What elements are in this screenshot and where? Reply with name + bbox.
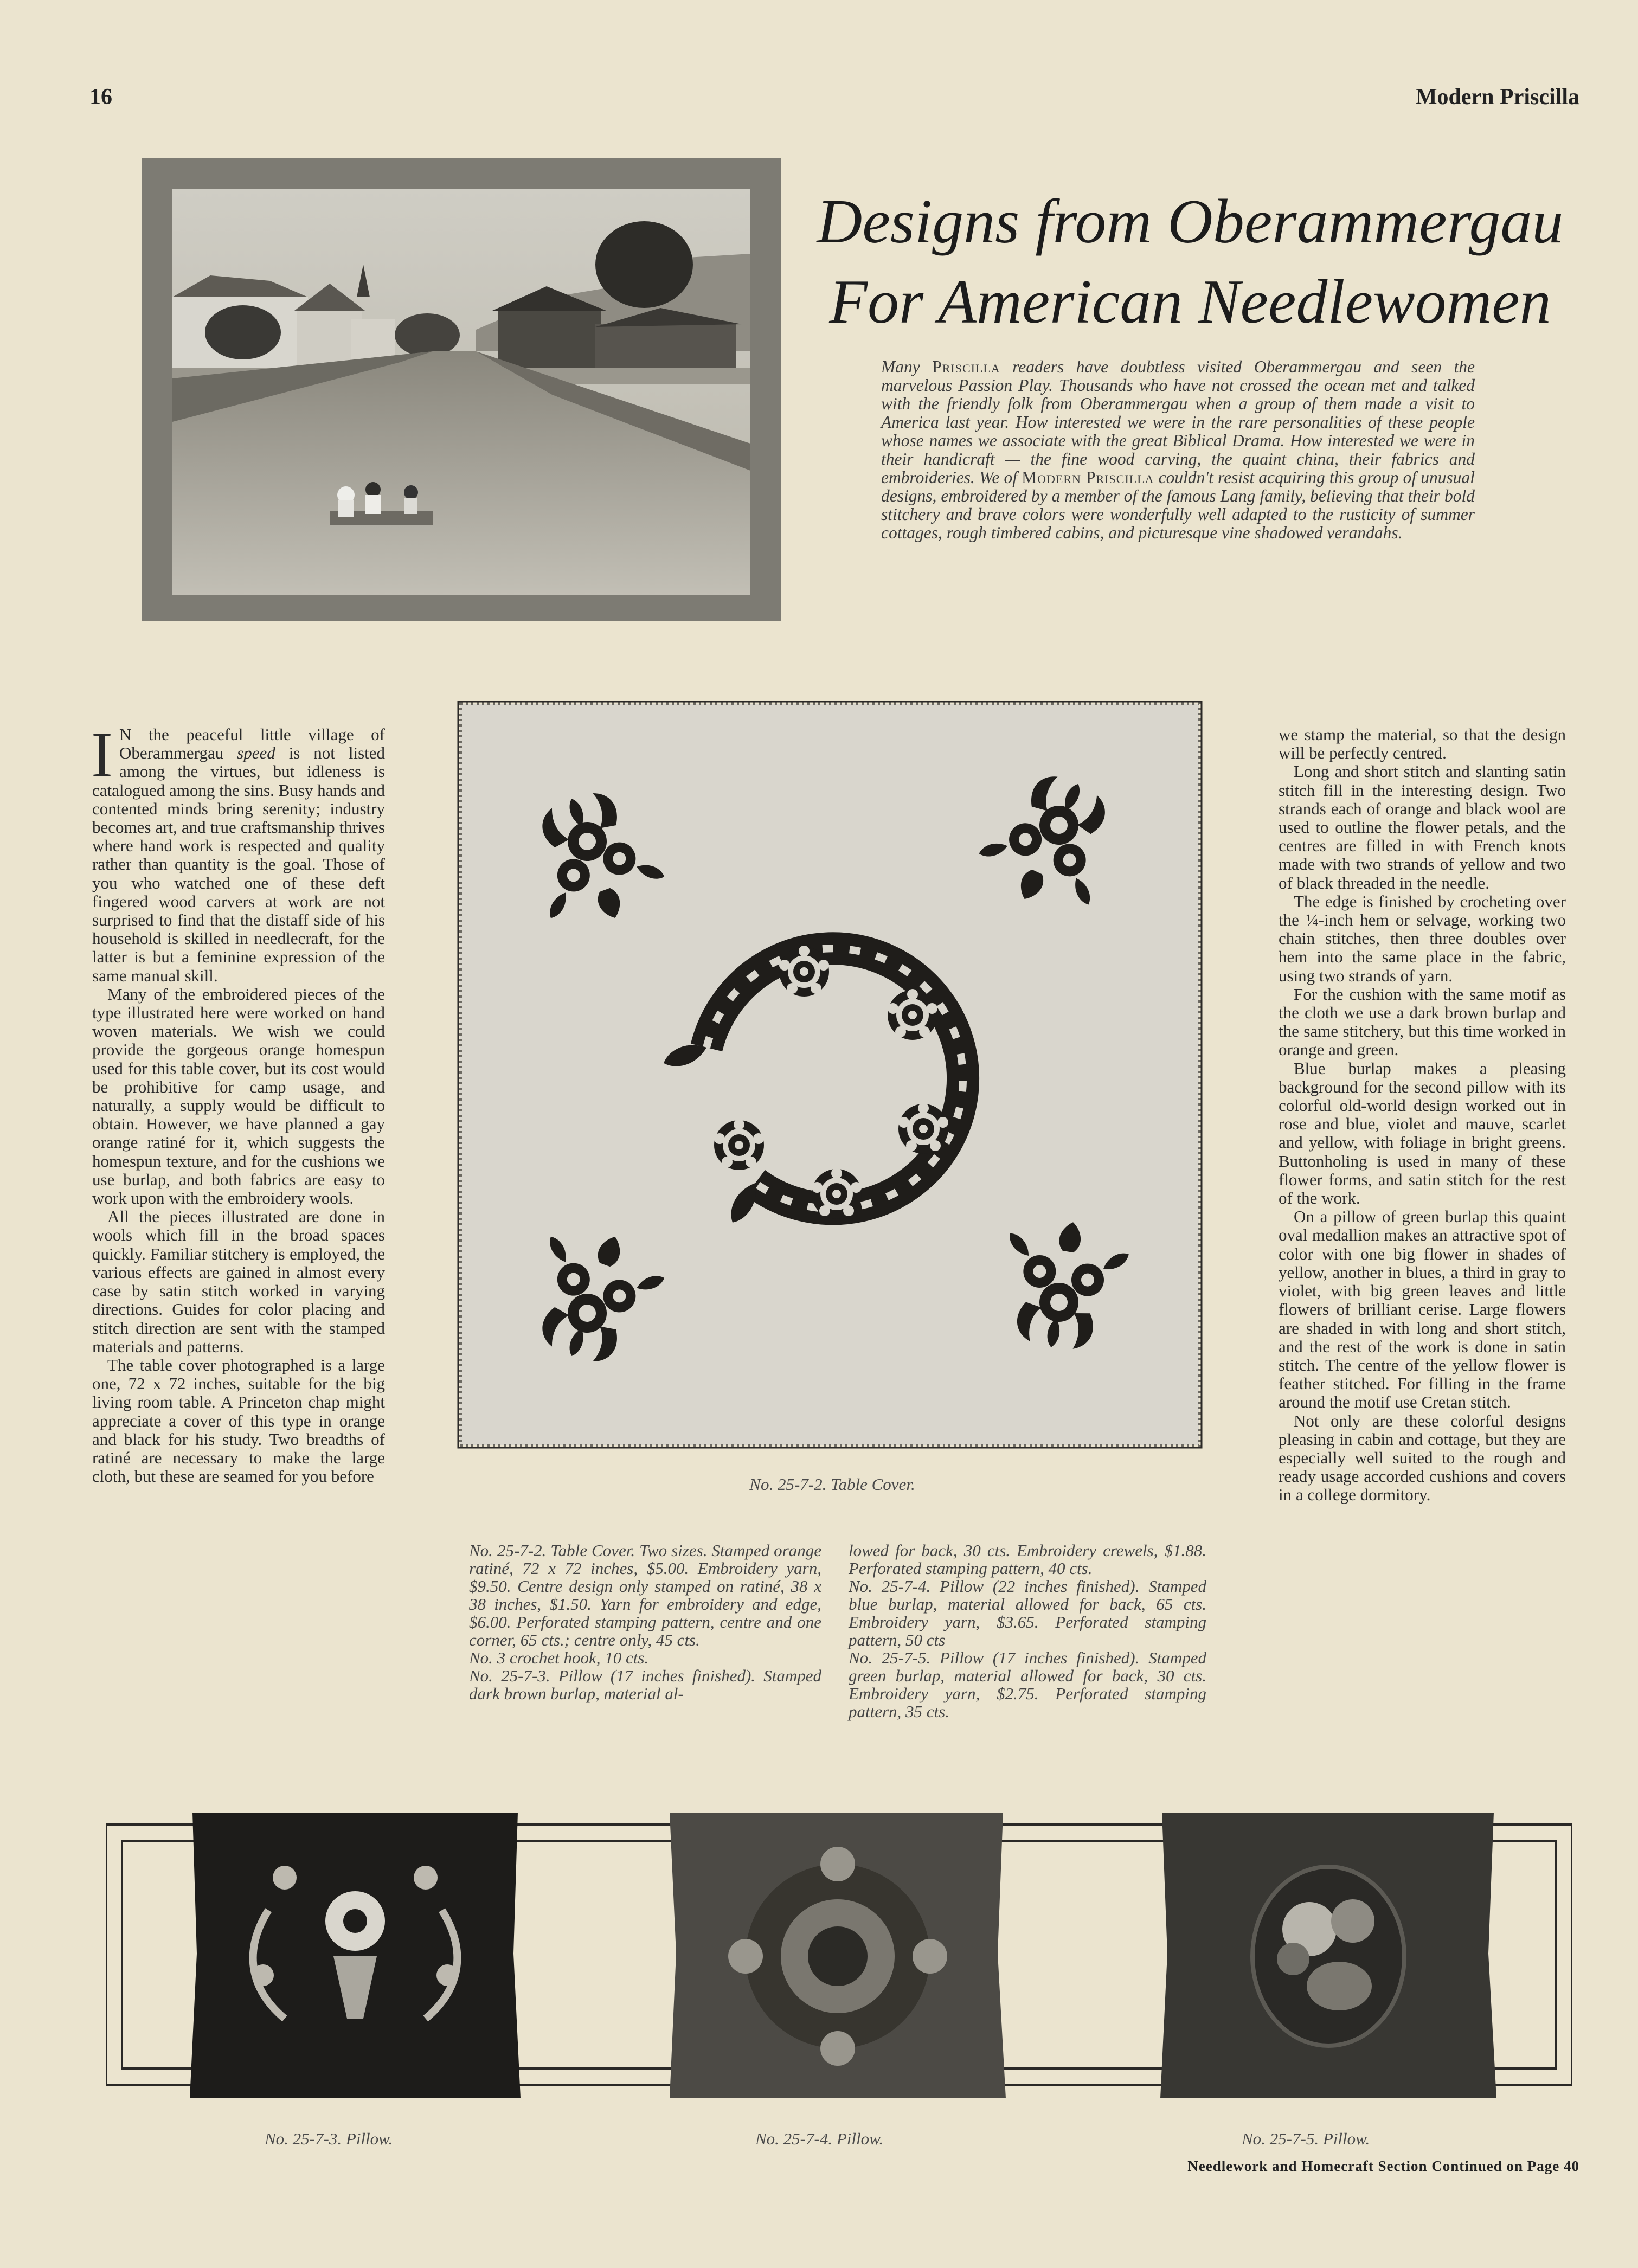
left-column — [91, 718, 386, 1486]
price-list-left — [469, 1541, 821, 1702]
price-list-right — [849, 1541, 1206, 1720]
pillow-caption-1: No. 25-7-3. Pillow. — [265, 2129, 393, 2148]
right-paragraph: Blue burlap makes a pleasing background for the second pillow with its colorful old-world design worked out in rose and blue, violet and mauve, scarlet and yellow, with foliage in bright greens. Buttonholing is used in many of these flower forms, and satin stitch for the rest of the work. — [1279, 1058, 1566, 1208]
price-entry: No. 25-7-5. Pillow (17 inches finished). Stamped green burlap, material allowed for back, 30 cts. Embroidery yarn, $2.75. Perforated stamping pattern, 35 cts. — [849, 1648, 1206, 1721]
intro-modern-priscilla: Modern Priscilla — [1022, 468, 1154, 487]
article-title — [797, 182, 1583, 342]
table-cover-caption: No. 25-7-2. Table Cover. — [749, 1475, 915, 1494]
page-number: 16 — [89, 85, 112, 110]
drop-cap: I — [91, 718, 113, 791]
intro-paragraph — [881, 358, 1475, 542]
left-paragraph: The table cover photographed is a large one, 72 x 72 inches, suitable for the big living room table. A Princeton chap might appreciate a cover of this type in orange and black for his study. Two breadths of ratiné are necessary to make the large cloth, but these are seamed for you before — [92, 1355, 385, 1486]
pillow-image-2 — [670, 1813, 1006, 2098]
intro-priscilla: Priscilla — [932, 357, 1000, 376]
left-p1-speed: speed — [237, 743, 275, 763]
village-photo — [172, 189, 750, 595]
intro-text-1: readers have doubtless visited Oberammergau and seen the marvelous Passion Play. Thousands who have not crossed the ocean met and talked with the friendly folk from Oberammergau when a group of them made a visit to America last year. How interested we were in the rare personalities of these people whose names we associate with the great Biblical Drama. How interested we were in their handicraft — the fine wood carving, the quaint china, their fabrics and embroideries. We of — [881, 357, 1475, 487]
right-column — [1279, 725, 1566, 1505]
pillow-image-1 — [190, 1813, 521, 2098]
pillow-image-3 — [1160, 1813, 1496, 2098]
price-entry: No. 25-7-3. Pillow (17 inches finished). Stamped dark brown burlap, material al- — [469, 1666, 821, 1703]
pillow-caption-2: No. 25-7-4. Pillow. — [755, 2129, 884, 2148]
right-paragraph: we stamp the material, so that the design will be perfectly centred. — [1279, 725, 1566, 763]
title-line-1: Designs from Oberammergau — [817, 187, 1564, 256]
right-paragraph: Not only are these colorful designs pleasing in cabin and cottage, but they are especially well suited to the rough and ready usage accorded cushions and covers in a college dormitory. — [1279, 1411, 1566, 1505]
left-p1-start: N the peaceful little village of Oberammergau — [119, 725, 385, 763]
right-paragraph: The edge is finished by crocheting over the ¼-inch hem or selvage, working two chain stitches, then three doubles over hem into the same place in the fabric, using two strands of yarn. — [1279, 891, 1566, 985]
intro-text-2: couldn't resist acquiring this group of unusual designs, embroidered by a member of the famous Lang family, believing that their bold stitchery and brave colors were wonderfully well adapted to the rusticity of summer cottages, rough timbered cabins, and picturesque vine shadowed verandahs. — [881, 468, 1475, 542]
left-paragraph: Many of the embroidered pieces of the type illustrated here were worked on hand woven materials. We wish we could provide the gorgeous orange homespun used for this table cover, but its cost would be prohibitive for camp usage, and naturally, a supply would be difficult to obtain. However, we have planned a gay orange ratiné for it, which suggests the homespun texture, and for the cushions we use burlap, and both fabrics are easy to work upon with the embroidery wools. — [92, 984, 385, 1208]
pillow-caption-3: No. 25-7-5. Pillow. — [1242, 2129, 1370, 2148]
right-paragraph: Long and short stitch and slanting satin stitch fill in the interesting design. Two strands each of orange and black wool are used to outline the flower petals, and the centres are filled in with French knots made with two strands of yellow and two of black threaded in the needle. — [1279, 762, 1566, 892]
price-entry: lowed for back, 30 cts. Embroidery crewels, $1.88. Perforated stamping pattern, 40 cts. — [849, 1541, 1206, 1578]
magazine-name: Modern Priscilla — [1415, 85, 1579, 110]
left-paragraph: All the pieces illustrated are done in wools which fill in the broad spaces quickly. Familiar stitchery is employed, the various effects are gained in almost every case by satin stitch worked in varying directions. Guides for color placing and stitch direction are sent with the stamped materials and patterns. — [92, 1207, 385, 1356]
right-paragraph: On a pillow of green burlap this quaint oval medallion makes an attractive spot of color with one big flower in shades of yellow, another in blues, a third in gray to violet, with big green leaves and little flowers of brilliant cerise. Large flowers are shaded in with long and short stitch, and the rest of the work is done in satin stitch. The centre of the yellow flower is feather stitched. For filling in the frame around the motif use Cretan stitch. — [1279, 1207, 1566, 1412]
title-line-2: For American Needlewomen — [829, 267, 1551, 337]
price-entry: No. 25-7-4. Pillow (22 inches finished). Stamped blue burlap, material allowed for back, 65 cts. Embroidery yarn, $3.65. Perforated stamping pattern, 50 cts — [849, 1577, 1206, 1649]
right-paragraph: For the cushion with the same motif as the cloth we use a dark brown burlap and the same stitchery, but this time worked in orange and green. — [1279, 984, 1566, 1059]
left-p1-rest: is not listed among the virtues, but idleness is catalogued among the sins. Busy hands and contented minds bring serenity; industry becomes art, and true craftsmanship thrives where hand work is respected and quality rather than quantity is the goal. Those of you who watched one of these deft fingered wood carvers at work are not surprised to find that the distaff side of his household is skilled in needlecraft, for the latter is but a feminine expression of the same manual skill. — [92, 743, 386, 985]
price-entry: No. 25-7-2. Table Cover. Two sizes. Stamped orange ratiné, 72 x 72 inches, $5.00. Embroidery yarn, $9.50. Centre design only stamped on ratiné, 38 x 38 inches, $1.50. Yarn for embroidery and edge, $6.00. Perforated stamping pattern, centre and one corner, 65 cts.; centre only, 45 cts. — [469, 1541, 821, 1649]
continued-note: Needlework and Homecraft Section Continued on Page 40 — [1187, 2158, 1579, 2174]
pillow-band — [106, 1813, 1572, 2098]
intro-start: Many — [881, 357, 920, 376]
table-cover-image — [457, 701, 1203, 1449]
price-entry: No. 3 crochet hook, 10 cts. — [469, 1648, 649, 1667]
